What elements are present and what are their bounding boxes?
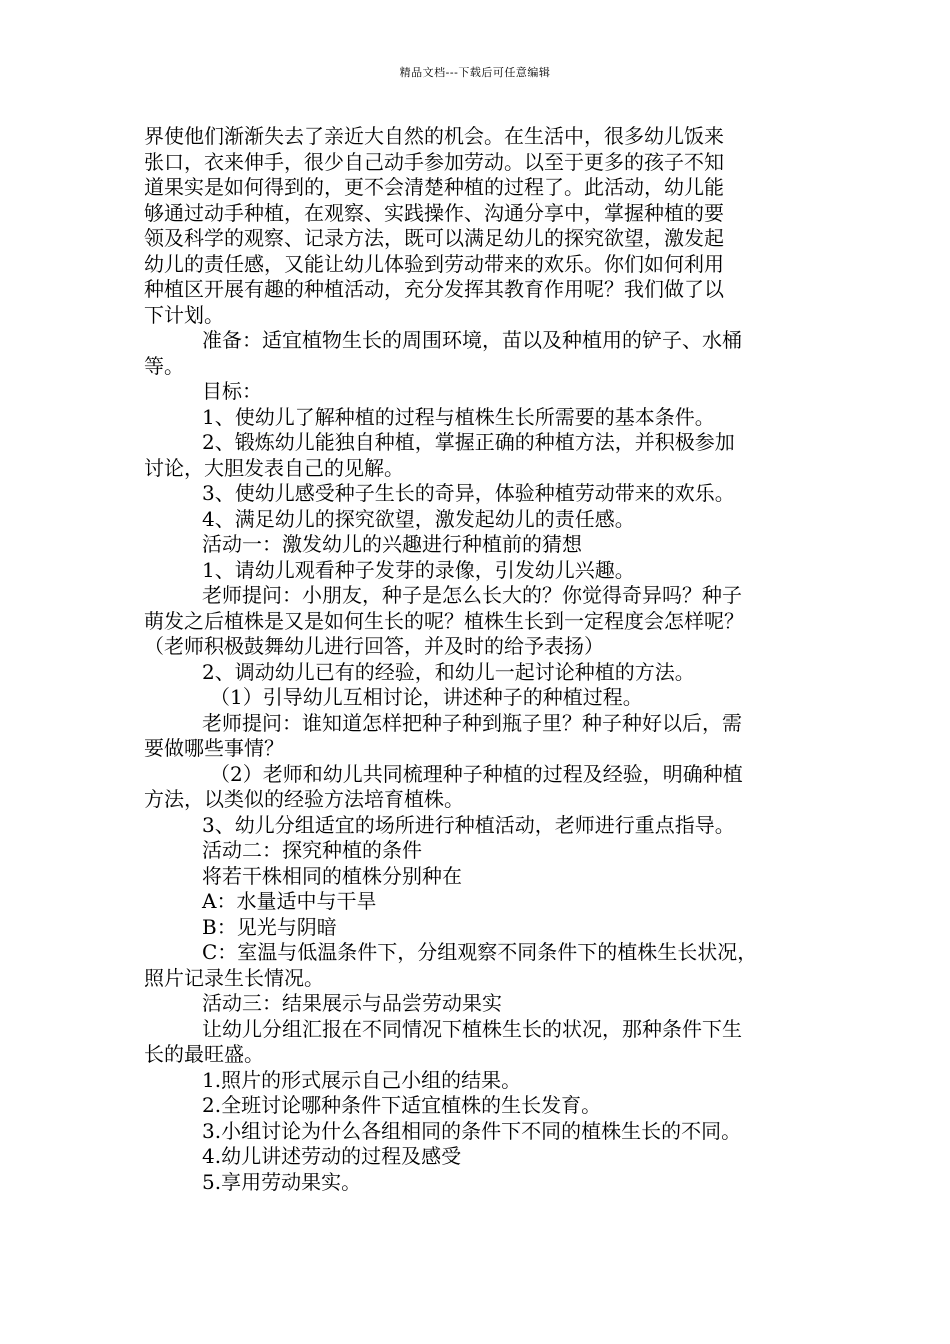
text-line: 活动三：结果展示与品尝劳动果实 bbox=[202, 991, 502, 1015]
text-line: 2.全班讨论哪种条件下适宜植株的生长发育。 bbox=[202, 1093, 602, 1117]
text-line: 活动一：激发幼儿的兴趣进行种植前的猜想 bbox=[202, 532, 582, 556]
text-line: 等。 bbox=[144, 353, 184, 378]
text-line: 1、请幼儿观看种子发芽的录像，引发幼儿兴趣。 bbox=[202, 557, 635, 582]
text-line: 2、调动幼儿已有的经验，和幼儿一起讨论种植的方法。 bbox=[202, 659, 695, 684]
text-line: 讨论，大胆发表自己的见解。 bbox=[144, 455, 404, 480]
text-line: 道果实是如何得到的，更不会清楚种植的过程了。此活动，幼儿能 bbox=[144, 175, 724, 199]
text-line: A：水量适中与干旱 bbox=[202, 889, 377, 913]
text-line: 1.照片的形式展示自己小组的结果。 bbox=[202, 1067, 522, 1092]
text-line: 4、满足幼儿的探究欲望，激发起幼儿的责任感。 bbox=[202, 506, 635, 531]
text-line: 下计划。 bbox=[144, 302, 224, 327]
document-body bbox=[144, 124, 814, 1195]
text-line: 4.幼儿讲述劳动的过程及感受 bbox=[202, 1144, 462, 1168]
text-line: 将若干株相同的植株分别种在 bbox=[202, 863, 462, 888]
text-line: 3、幼儿分组适宜的场所进行种植活动，老师进行重点指导。 bbox=[202, 812, 735, 837]
text-line: 2、锻炼幼儿能独自种植，掌握正确的种植方法，并积极参加 bbox=[202, 430, 735, 454]
text-line: 3、使幼儿感受种子生长的奇异，体验种植劳动带来的欢乐。 bbox=[202, 481, 735, 505]
text-line: 照片记录生长情况。 bbox=[144, 965, 324, 990]
text-line: 张口，衣来伸手，很少自己动手参加劳动。以至于更多的孩子不知 bbox=[144, 149, 724, 174]
text-line: 界使他们渐渐失去了亲近大自然的机会。在生活中，很多幼儿饭来 bbox=[144, 124, 724, 148]
text-line: 种植区开展有趣的种植活动，充分发挥其教育作用呢？我们做了以 bbox=[144, 277, 724, 301]
page-header: 精品文档---下载后可任意编辑 bbox=[399, 66, 551, 79]
text-line: 老师提问：小朋友，种子是怎么长大的？你觉得奇异吗？种子 bbox=[202, 583, 742, 607]
text-line: 够通过动手种植，在观察、实践操作、沟通分享中，掌握种植的要 bbox=[144, 200, 724, 225]
text-line: 活动二：探究种植的条件 bbox=[202, 838, 422, 862]
text-line: 准备：适宜植物生长的周围环境，苗以及种植用的铲子、水桶 bbox=[202, 328, 742, 352]
text-line: 老师提问：谁知道怎样把种子种到瓶子里？种子种好以后，需 bbox=[202, 710, 742, 735]
text-line: 萌发之后植株是又是如何生长的呢？植株生长到一定程度会怎样呢？ bbox=[144, 608, 744, 633]
text-line: （2）老师和幼儿共同梳理种子种植的过程及经验，明确种植 bbox=[210, 761, 743, 786]
text-line: 5.享用劳动果实。 bbox=[202, 1169, 362, 1194]
text-line: （老师积极鼓舞幼儿进行回答，并及时的给予表扬） bbox=[144, 634, 604, 658]
text-line: 长的最旺盛。 bbox=[144, 1042, 264, 1066]
text-line: 1、使幼儿了解种植的过程与植株生长所需要的基本条件。 bbox=[202, 404, 715, 429]
text-line: 目标： bbox=[202, 379, 262, 403]
text-line: 让幼儿分组汇报在不同情况下植株生长的状况，那种条件下生 bbox=[202, 1016, 742, 1041]
text-line: 要做哪些事情？ bbox=[144, 736, 284, 760]
text-line: 方法，以类似的经验方法培育植株。 bbox=[144, 787, 464, 811]
text-line: 领及科学的观察、记录方法，既可以满足幼儿的探究欲望，激发起 bbox=[144, 226, 724, 250]
text-line: B：见光与阴暗 bbox=[202, 914, 337, 939]
text-line: 3.小组讨论为什么各组相同的条件下不同的植株生长的不同。 bbox=[202, 1118, 742, 1143]
text-line: 幼儿的责任感，又能让幼儿体验到劳动带来的欢乐。你们如何利用 bbox=[144, 251, 724, 276]
text-line: （1）引导幼儿互相讨论，讲述种子的种植过程。 bbox=[210, 685, 643, 709]
text-line: C：室温与低温条件下，分组观察不同条件下的植株生长状况， bbox=[202, 940, 758, 964]
